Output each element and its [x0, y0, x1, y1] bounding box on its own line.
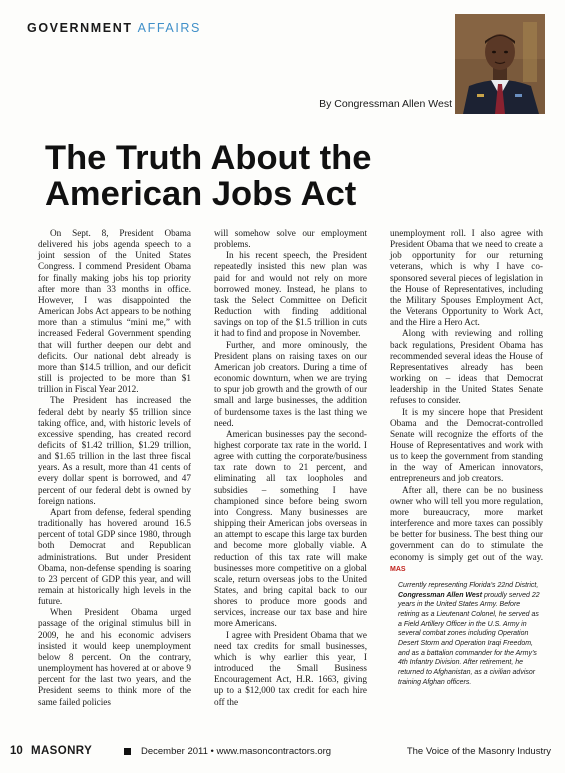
magazine-name: MASONRY [31, 745, 93, 757]
paragraph: unemployment roll. I also agree with President Obama that we need to create a job opportunity for our returning veterans, which is why I have co-sponsored several pieces of legislation in the House of Representatives, including the Military Spouses Employment Act, the Veterans Opportunity to Work Act, and the Hire a Hero Act. [390, 228, 543, 328]
article-column-3 [390, 228, 543, 688]
article-headline: The Truth About the American Jobs Act [45, 139, 372, 213]
square-bullet-icon [124, 748, 131, 755]
paragraph-text: After all, there can be no business owner who will tell you more regulation, more bureaucracy, more market interference and more taxes can possibly be better for business. The best thing our government can do to stimulate the economy is simply get out of the way. [390, 484, 543, 562]
page-footer [0, 742, 565, 762]
byline: By Congressman Allen West [319, 98, 452, 110]
paragraph: In his recent speech, the President repeatedly insisted this new plan was paid for and would not rely on more borrowed money. Instead, he plans to task the Select Committee on Deficit Reduction with finding additional savings on top of the $1.5 trillion in cuts it had to find and propose in November. [214, 250, 367, 339]
section-header-bold: GOVERNMENT [27, 21, 133, 35]
magazine-tagline: The Voice of the Masonry Industry [406, 746, 551, 757]
paragraph: On Sept. 8, President Obama delivered his jobs agenda speech to a joint session of the United States Congress. I commend President Obama for finally making jobs his top priority after more than 33 months in office. However, I was disappointed the American Jobs Act appears to be nothing more than a stimulus “mini me,” with increased Federal Government spending that will further deepen our debt and deficits. Our national debt already is more than $14.5 trillion, and our deficit still is projected to be more than $1 trillion in Fiscal Year 2012. [38, 228, 191, 395]
section-header [27, 21, 201, 35]
paragraph: I agree with President Obama that we need tax credits for small businesses, which is why earlier this year, I introduced the Small Business Encouragement Act, H.R. 1663, giving up to a $12,000 tax credit for each hire off the [214, 629, 367, 707]
author-bio [390, 581, 543, 688]
paragraph: American businesses pay the second-highest corporate tax rate in the world. I agree with cutting the corporate/business tax rate down to 21 percent, and eliminating all tax loopholes and subsidies – something I have championed since before being sworn into Congress. Many businesses are shipping their American jobs overseas in an attempt to escape this large tax burden and become more globally viable. A reduction of this tax rate will make businesses more competitive on a global scale, return overseas jobs to the United States, and bring capital back to our shores to produce more goods and services, increase our tax base and hire more Americans. [214, 428, 367, 629]
paragraph: Further, and more ominously, the President plans on raising taxes on our American job creators. During a time of economic downturn, when we are trying to spur job growth and the growth of our small and large businesses, the addition of burdensome taxes is the last thing we need. [214, 339, 367, 428]
paragraph: will somehow solve our employment problems. [214, 228, 367, 250]
issue-date-website: December 2011 • www.masoncontractors.org [141, 746, 332, 757]
paragraph: Apart from defense, federal spending traditionally has hovered around 16.5 percent of total GDP since 1980, through both Democrat and Republican administrations. But under President Obama, non-defense spending is soaring to 23 percent of GDP this year, and will remain at historically high levels in the future. [38, 506, 191, 607]
paragraph: Along with reviewing and rolling back regulations, President Obama has recommended several ideas the House of Representatives already has been working on – ideas that Democrat leadership in the United States Senate refuses to consider. [390, 328, 543, 406]
page-number: 10 [10, 745, 23, 757]
bio-name: Congressman Allen West [398, 591, 483, 599]
end-mark: MAS [390, 565, 406, 573]
paragraph: The President has increased the federal debt by nearly $5 trillion since taking office, and, with historic levels of excessive spending, has created record deficits of $1.42 trillion, $1.29 trillion, and $1.65 trillion in the last three fiscal years. As a result, more than 41 cents of every dollar spent is borrowed, and 47 percent of our federal debt is owned by foreign nations. [38, 395, 191, 506]
article-column-1 [38, 228, 191, 708]
portrait-photo-icon [455, 14, 545, 114]
paragraph [390, 485, 543, 575]
bio-body: proudly served 22 years in the United States Army. Before retiring as a Lieutenant Colonel, he served as a Field Artillery Officer in the U.S. Army in several combat zones including Operation Desert Storm and Operation Iraqi Freedom, and as a battalion commander for the Army’s 4th Infantry Division. After retirement, he returned to Afghanistan, as a civilian advisor training Afghan officers. [398, 591, 540, 686]
paragraph: It is my sincere hope that President Obama and the Democrat-controlled Senate will recognize the efforts of the House of Representatives and work with us to keep the government from standing in the way of American innovators, entrepreneurs and job creators. [390, 406, 543, 484]
paragraph: When President Obama urged passage of the original stimulus bill in 2009, he and his economic advisers insisted it would keep unemployment below 8 percent. On the contrary, unemployment has hovered at or above 9 percent for the last two years, and the President seems to think more of the same failed policies [38, 607, 191, 707]
article-column-2 [214, 228, 367, 708]
bio-intro: Currently representing Florida’s 22nd District, [398, 581, 539, 589]
section-header-accent: AFFAIRS [137, 21, 201, 35]
author-photo [455, 14, 545, 114]
